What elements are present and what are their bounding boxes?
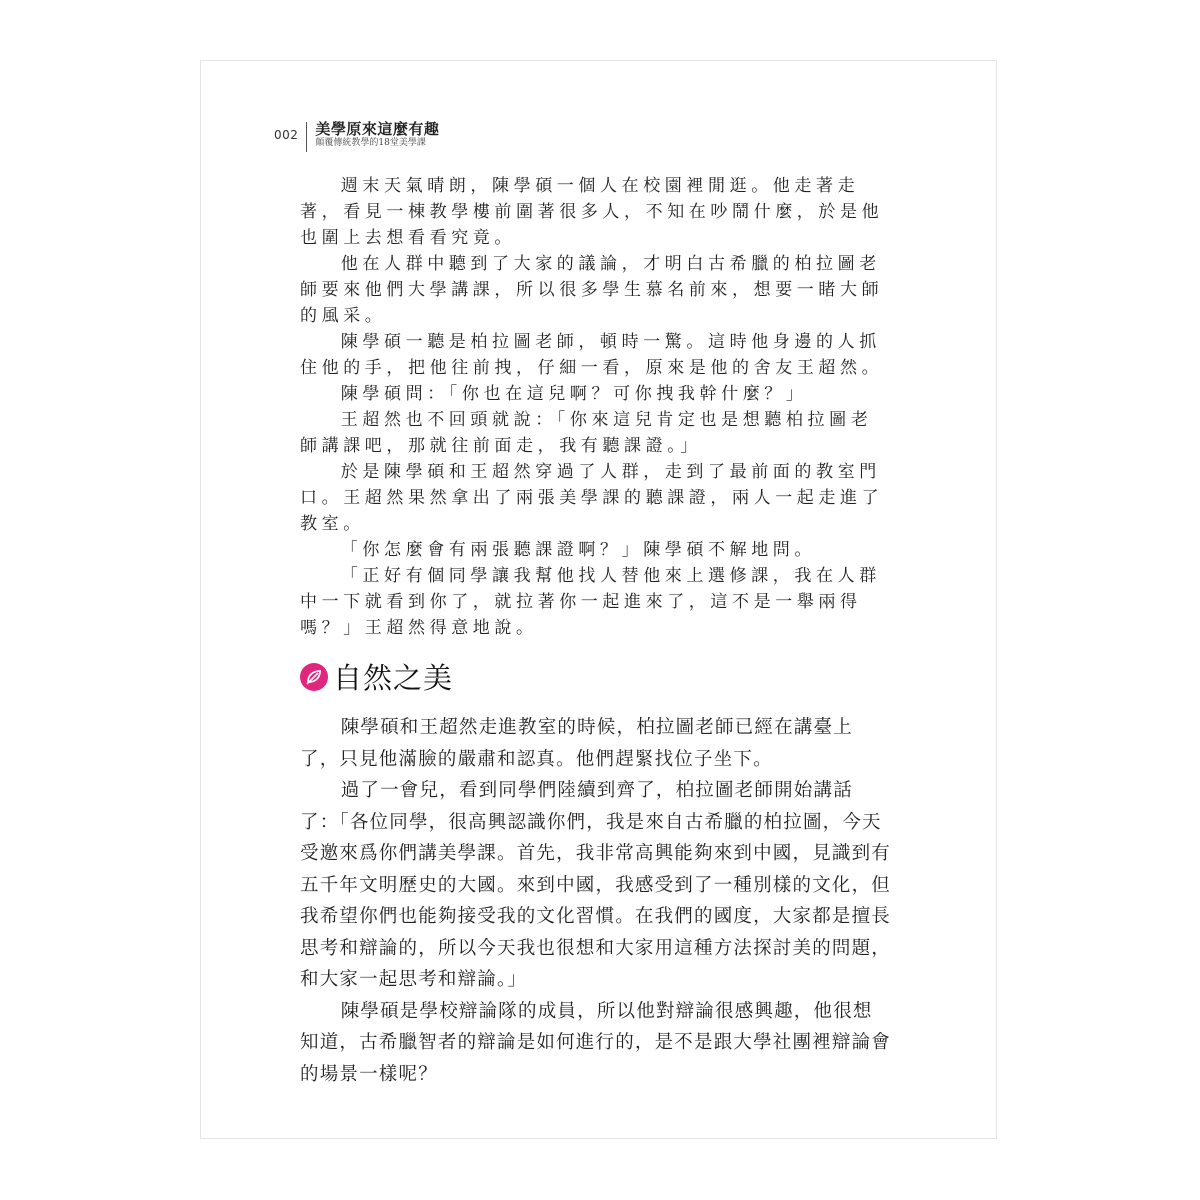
section-paragraph: 過了一會兒，看到同學們陸續到齊了，柏拉圖老師開始講話了：「各位同學，很高興認識你們，我是來自古希臘的柏拉圖，今天受邀來爲你們講美學課。首先，我非常高興能夠來到中國，見識到有五千年文明歷史的大國。來到中國，我感受到了一種別樣的文化，但我希望你們也能夠接受我的文化習慣。在我們的國度，大家都是擅長思考和辯論的，所以今天我也很想和大家用這種方法探討美的問題，和大家一起思考和辯論。」 [300, 780, 892, 990]
section-paragraph: 陳學碩和王超然走進教室的時候，柏拉圖老師已經在講臺上了，只見他滿臉的嚴肅和認真。他們趕緊找位子坐下。 [300, 717, 853, 770]
header-divider [306, 122, 307, 152]
story-paragraph: 他在人群中聽到了大家的議論，才明白古希臘的柏拉圖老師要來他們大學講課，所以很多學生慕名前來，想要一睹大師的風采。 [300, 254, 884, 326]
story-paragraph: 「正好有個同學讓我幫他找人替他來上選修課，我在人群中一下就看到你了，就拉著你一起進來了，這不是一舉兩得嗎？」王超然得意地說。 [300, 566, 881, 638]
page-number: 002 [274, 128, 299, 142]
story-paragraph: 週末天氣晴朗，陳學碩一個人在校園裡閒逛。他走著走著，看見一棟教學樓前圍著很多人，不知在吵鬧什麼，於是他也圍上去想看看究竟。 [300, 176, 884, 248]
story-text [300, 173, 892, 641]
story-paragraph: 陳學碩問：「你也在這兒啊？可你拽我幹什麼？」 [340, 384, 808, 404]
section-heading [300, 656, 453, 697]
story-paragraph: 王超然也不回頭就說：「你來這兒肯定也是想聽柏拉圖老師講課吧，那就往前面走，我有聽課證。」 [300, 410, 873, 456]
section-paragraph: 陳學碩是學校辯論隊的成員，所以他對辯論很感興趣，他很想知道，古希臘智者的辯論是如何進行的，是不是跟大學社團裡辯論會的場景一樣呢？ [300, 1000, 892, 1085]
book-title: 美學原來這麼有趣 [315, 120, 440, 138]
story-paragraph: 陳學碩一聽是柏拉圖老師，頓時一驚。這時他身邊的人抓住他的手，把他往前拽，仔細一看，原來是他的舍友王超然。 [300, 332, 884, 378]
running-header [274, 120, 439, 152]
section-title: 自然之美 [333, 661, 454, 695]
story-paragraph: 「你怎麼會有兩張聽課證啊？」陳學碩不解地問。 [340, 540, 816, 560]
leaf-icon [300, 663, 328, 691]
story-paragraph: 於是陳學碩和王超然穿過了人群，走到了最前面的教室門口。王超然果然拿出了兩張美學課的聽課證，兩人一起走進了教室。 [300, 462, 884, 534]
book-subtitle: 顛覆傳統教學的18堂美學課 [315, 138, 426, 148]
header-titles [315, 120, 439, 149]
section-text [300, 712, 892, 1090]
